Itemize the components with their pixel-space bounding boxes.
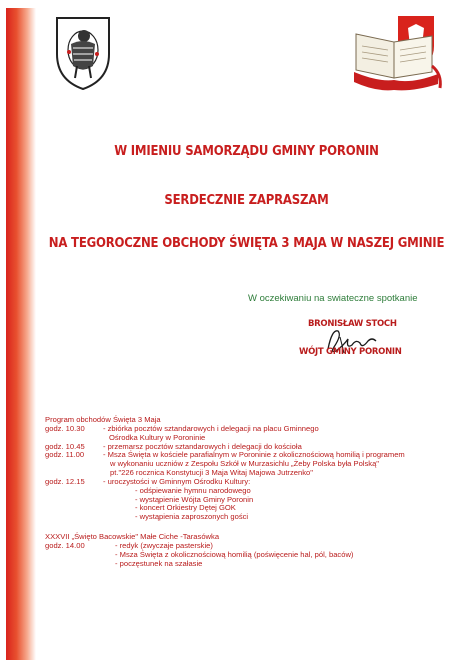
program-time: godz. 14.00 [45,540,85,550]
program-row [45,560,445,569]
program2-list [45,542,445,569]
program-time: godz. 11.00 [45,450,85,460]
program-title: Program obchodów Święta 3 Maja [45,415,161,424]
program-description: - Msza Święta w kościele parafialnym w Poroninie z okolicznościową homilią i programem [103,450,405,460]
program-list [45,425,445,522]
program-description: - wystąpienia zaproszonych gości [135,512,249,522]
program-description: - przemarsz pocztów sztandarowych i delegacji do kościoła [103,441,302,451]
program-row [45,496,445,505]
program-time: godz. 10.30 [45,423,85,433]
program-description: - poczęstunek na szałasie [115,558,203,568]
program-row [45,513,445,522]
program-description: w wykonaniu uczniów z Zespołu Szkół w Murzasichlu „Żeby Polska była Polską" [110,459,380,469]
program-time: godz. 10.45 [45,441,85,451]
invitation-heading-3: NA TEGOROCZNE OBCHODY ŚWIĘTA 3 MAJA W NASZEJ GMINIE [48,236,445,251]
constitution-book-emblem-icon [348,12,444,94]
program-description: - Msza Święta z okolicznościową homilią (poświęcenie hal, pól, baców) [115,549,354,559]
program-description: - wystąpienie Wójta Gminy Poronin [135,494,254,504]
program-description: Ośrodka Kultury w Poroninie [109,432,206,442]
decorative-red-border [6,8,36,660]
signatory-title: WÓJT GMINY PORONIN [299,347,402,357]
program-description: - zbiórka pocztów sztandarowych i delegacji na placu Gminnego [103,423,319,433]
awaiting-text: W oczekiwaniu na swiateczne spotkanie [248,293,418,304]
poronin-coat-of-arms-icon [53,14,113,92]
program-time: godz. 12.15 [45,476,85,486]
program-description: - redyk (zwyczaje pasterskie) [115,540,213,550]
program-description: pt."226 rocznica Konstytucji 3 Maja Witaj Majowa Jutrzenko" [110,468,313,478]
program-description: - odśpiewanie hymnu narodowego [135,485,251,495]
program2-title: XXXVII „Święto Bacowskie" Małe Ciche -Tarasówka [45,532,220,542]
invitation-heading-1: W IMIENIU SAMORZĄDU GMINY PORONIN [114,144,379,159]
invitation-heading-2: SERDECZNIE ZAPRASZAM [164,193,329,208]
program-description: - uroczystości w Gminnym Ośrodku Kultury: [103,476,251,486]
signatory-name: BRONISŁAW STOCH [308,319,397,329]
event-program [45,416,445,569]
program-row [45,551,445,560]
program-row [45,425,445,434]
program-description: - koncert Orkiestry Dętej GOK [135,503,236,513]
